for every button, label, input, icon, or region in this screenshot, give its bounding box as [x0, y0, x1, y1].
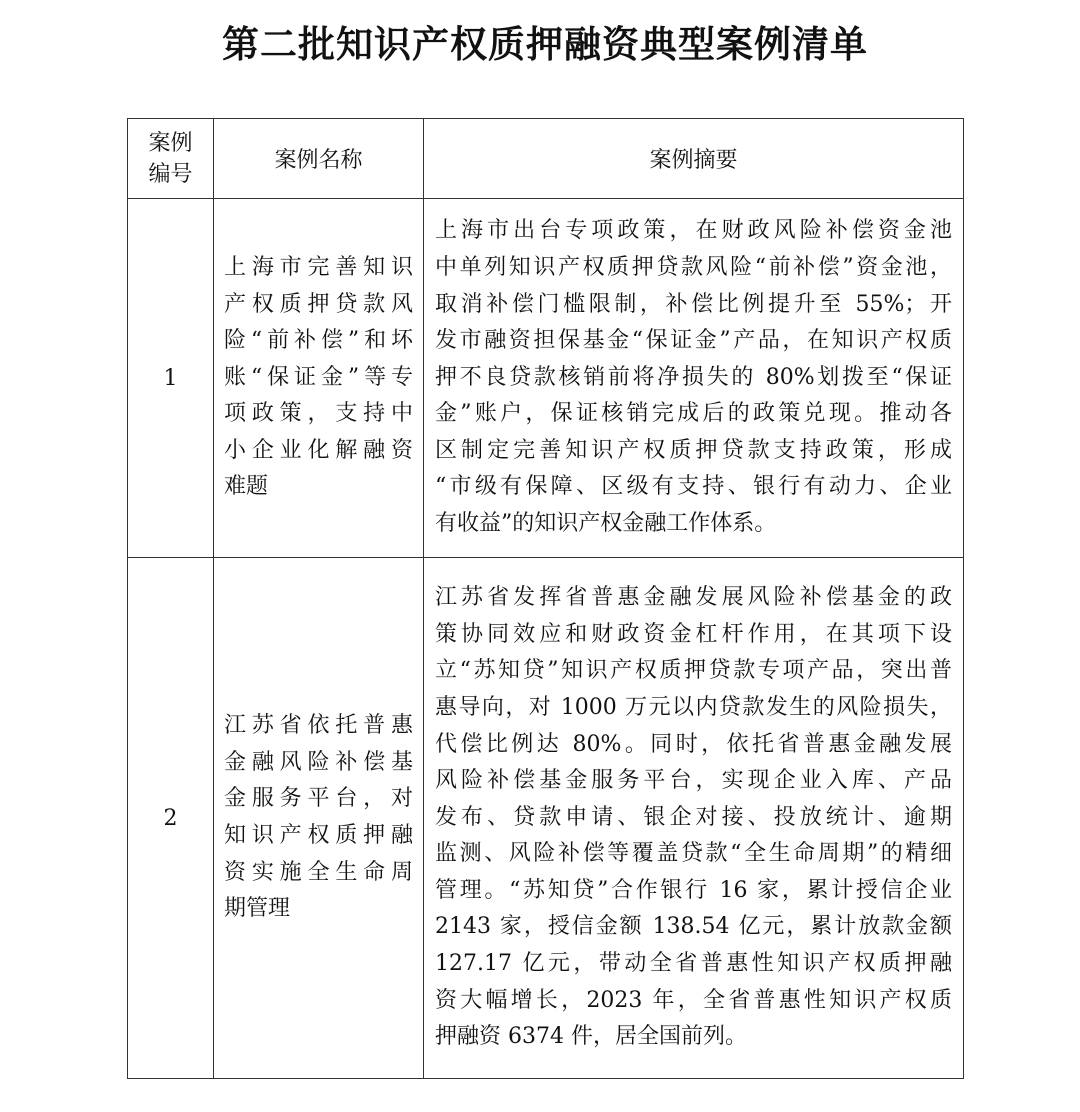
text-line: 产权质押贷款风 — [224, 291, 413, 317]
text-line: 策协同效应和财政资金杠杆作用，在其项下设 — [435, 621, 952, 647]
text-line: 金服务平台，对 — [224, 786, 413, 812]
case-summary — [424, 558, 964, 1079]
text-line: 期管理 — [224, 896, 291, 922]
text-line: 监测、风险补偿等覆盖贷款“全生命周期”的精细 — [435, 841, 952, 867]
text-line: 江苏省发挥省普惠金融发展风险补偿基金的政 — [435, 585, 952, 611]
text-line: 取消补偿门槛限制，补偿比例提升至 55%；开 — [435, 291, 952, 317]
header-case-number-line: 案例 — [148, 130, 193, 156]
case-summary — [424, 199, 964, 558]
text-line: 上海市出台专项政策，在财政风险补偿资金池 — [435, 218, 952, 244]
table-row — [128, 558, 964, 1079]
text-line: 区制定完善知识产权质押贷款支持政策，形成 — [435, 437, 952, 463]
case-number: 1 — [128, 199, 214, 558]
text-line: 发市融资担保基金“保证金”产品，在知识产权质 — [435, 328, 952, 354]
text-line: 管理。“苏知贷”合作银行 16 家，累计授信企业 — [435, 877, 952, 903]
text-line: 账“保证金”等专 — [224, 364, 413, 390]
table-row — [128, 199, 964, 558]
text-line: 押融资 6374 件，居全国前列。 — [435, 1024, 747, 1050]
case-number: 2 — [128, 558, 214, 1079]
text-line: 难题 — [224, 474, 269, 500]
case-table — [127, 118, 964, 1079]
case-name — [214, 558, 424, 1079]
header-case-summary: 案例摘要 — [424, 119, 964, 199]
text-line: 上海市完善知识 — [224, 254, 413, 280]
text-line: “市级有保障、区级有支持、银行有动力、企业 — [435, 474, 952, 500]
case-name — [214, 199, 424, 558]
text-line: 代偿比例达 80%。同时，依托省普惠金融发展 — [435, 731, 952, 757]
text-line: 押不良贷款核销前将净损失的 80%划拨至“保证 — [435, 364, 952, 390]
text-line: 险“前补偿”和坏 — [224, 328, 413, 354]
table-header-row — [128, 119, 964, 199]
text-line: 中单列知识产权质押贷款风险“前补偿”资金池， — [435, 254, 952, 280]
text-line: 风险补偿基金服务平台，实现企业入库、产品 — [435, 768, 952, 794]
text-line: 资实施全生命周 — [224, 859, 413, 885]
text-line: 立“苏知贷”知识产权质押贷款专项产品，突出普 — [435, 658, 952, 684]
header-case-number-line: 编号 — [148, 161, 193, 187]
header-case-name: 案例名称 — [214, 119, 424, 199]
text-line: 金”账户，保证核销完成后的政策兑现。推动各 — [435, 401, 952, 427]
text-line: 小企业化解融资 — [224, 437, 413, 463]
text-line: 项政策，支持中 — [224, 401, 413, 427]
text-line: 知识产权质押融 — [224, 823, 413, 848]
text-line: 江苏省依托普惠 — [224, 713, 413, 739]
text-line: 发布、贷款申请、银企对接、投放统计、逾期 — [435, 804, 952, 830]
header-case-number — [128, 119, 214, 199]
text-line: 127.17 亿元，带动全省普惠性知识产权质押融 — [435, 951, 952, 977]
text-line: 有收益”的知识产权金融工作体系。 — [435, 511, 777, 537]
document-title: 第二批知识产权质押融资典型案例清单 — [222, 22, 868, 66]
text-line: 惠导向，对 1000 万元以内贷款发生的风险损失， — [435, 694, 952, 720]
text-line: 金融风险补偿基 — [224, 749, 413, 775]
text-line: 资大幅增长，2023 年，全省普惠性知识产权质 — [435, 987, 952, 1013]
text-line: 2143 家，授信金额 138.54 亿元，累计放款金额 — [435, 914, 952, 940]
